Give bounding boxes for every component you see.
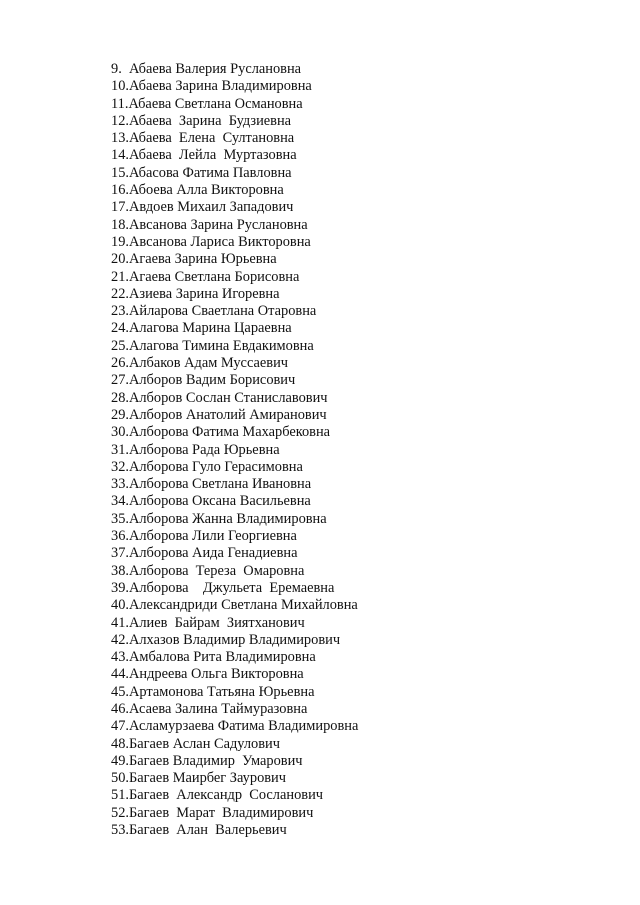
list-item: 14.Абаева Лейла Муртазовна — [111, 147, 297, 164]
list-item: 44.Андреева Ольга Викторовна — [111, 666, 304, 683]
list-item: 11.Абаева Светлана Османовна — [111, 95, 303, 112]
list-item: 22.Азиева Зарина Игоревна — [111, 285, 280, 302]
list-item: 26.Албаков Адам Муссаевич — [111, 355, 289, 372]
name-list — [111, 61, 591, 839]
list-item: 23.Айларова Сваетлана Отаровна — [111, 303, 317, 320]
list-item: 47.Асламурзаева Фатима Владимировна — [111, 718, 359, 735]
list-item: 10.Абаева Зарина Владимировна — [111, 78, 312, 95]
list-item: 39.Алборова Джульета Еремаевна — [111, 579, 335, 596]
list-item: 37.Алборова Аида Генадиевна — [111, 545, 298, 562]
list-item: 36.Алборова Лили Георгиевна — [111, 528, 297, 545]
list-item: 12.Абаева Зарина Будзиевна — [111, 112, 292, 129]
list-item: 48.Багаев Аслан Садулович — [111, 735, 280, 752]
list-item: 21.Агаева Светлана Борисовна — [111, 268, 300, 285]
list-item: 24.Алагова Марина Цараевна — [111, 320, 292, 337]
list-item: 15.Абасова Фатима Павловна — [111, 164, 292, 181]
list-item: 16.Абоева Алла Викторовна — [111, 182, 284, 199]
list-item: 9. Абаева Валерия Руслановна — [111, 61, 302, 77]
list-item: 35.Алборова Жанна Владимировна — [111, 510, 327, 527]
list-item: 19.Авсанова Лариса Викторовна — [111, 233, 311, 250]
list-item: 32.Алборова Гуло Герасимовна — [111, 458, 303, 475]
list-item: 28.Алборов Сослан Станиславович — [111, 389, 328, 406]
list-item: 20.Агаева Зарина Юрьевна — [111, 251, 277, 268]
list-item: 31.Алборова Рада Юрьевна — [111, 441, 280, 458]
list-item: 29.Алборов Анатолий Амиранович — [111, 406, 327, 423]
list-item: 13.Абаева Елена Султановна — [111, 130, 295, 147]
list-item: 18.Авсанова Зарина Руслановна — [111, 216, 308, 233]
list-item: 34.Алборова Оксана Васильевна — [111, 493, 311, 510]
list-item: 46.Асаева Залина Таймуразовна — [111, 700, 308, 717]
list-item: 52.Багаев Марат Владимирович — [111, 804, 314, 821]
list-item: 33.Алборова Светлана Ивановна — [111, 476, 312, 493]
list-item: 42.Алхазов Владимир Владимирович — [111, 631, 341, 648]
list-item: 38.Алборова Тереза Омаровна — [111, 562, 305, 579]
list-item: 30.Алборова Фатима Махарбековна — [111, 424, 331, 441]
list-item: 41.Алиев Байрам Зиятханович — [111, 614, 305, 631]
list-item: 49.Багаев Владимир Умарович — [111, 752, 303, 769]
list-item: 45.Артамонова Татьяна Юрьевна — [111, 683, 315, 700]
list-item: 51.Багаев Александр Сосланович — [111, 787, 324, 804]
list-item: 25.Алагова Тимина Евдакимовна — [111, 337, 314, 354]
list-item: 17.Авдоев Михаил Западович — [111, 199, 294, 216]
list-item: 40.Александриди Светлана Михайловна — [111, 597, 358, 614]
list-item: 53.Багаев Алан Валерьевич — [111, 822, 287, 839]
list-item: 50.Багаев Маирбег Заурович — [111, 770, 286, 787]
list-item: 43.Амбалова Рита Владимировна — [111, 649, 316, 666]
list-item: 27.Алборов Вадим Борисович — [111, 372, 296, 389]
